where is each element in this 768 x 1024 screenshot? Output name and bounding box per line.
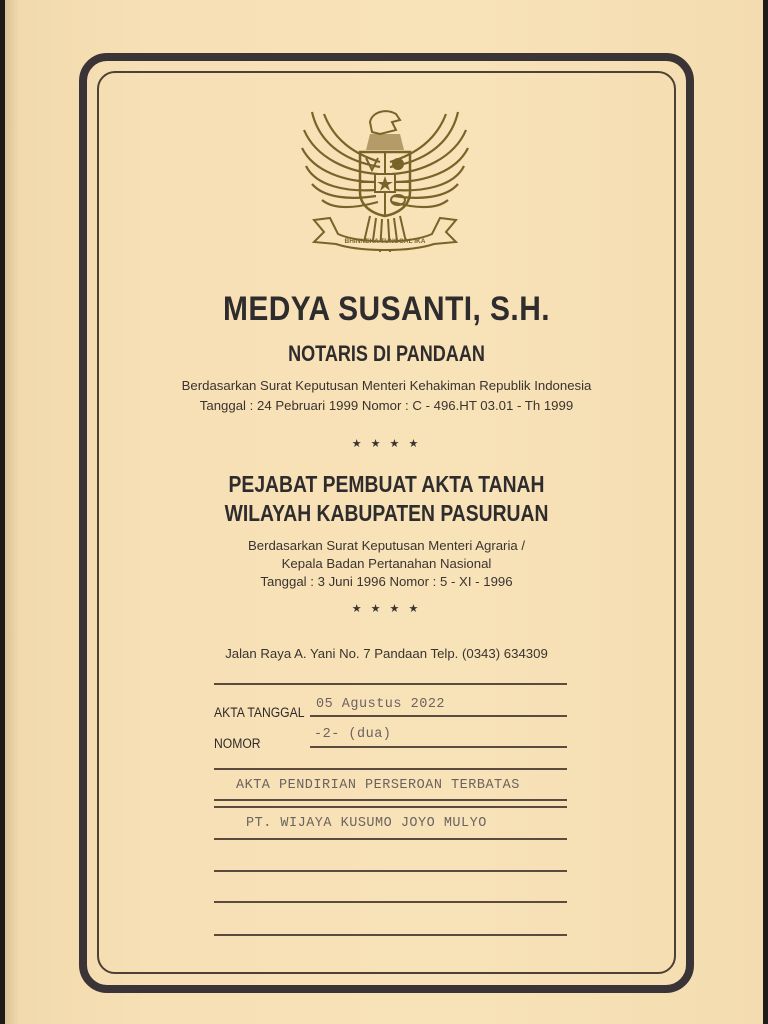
form-rule <box>214 768 567 770</box>
garuda-emblem-icon <box>300 92 470 272</box>
ppat-title-line1: PEJABAT PEMBUAT AKTA TANAH <box>228 471 545 497</box>
scan-edge-right <box>763 0 768 1024</box>
notary-name: MEDYA SUSANTI, S.H. <box>222 290 551 328</box>
office-address: Jalan Raya A. Yani No. 7 Pandaan Telp. (0343) 634309 <box>225 646 548 661</box>
notary-decree-line2: Tanggal : 24 Pebruari 1999 Nomor : C - 496.HT 03.01 - Th 1999 <box>199 398 574 413</box>
notary-decree-line1: Berdasarkan Surat Keputusan Menteri Kehakiman Republik Indonesia <box>181 378 592 393</box>
form-rule <box>310 746 567 748</box>
akta-tanggal-label: AKTA TANGGAL <box>214 705 305 720</box>
form-rule <box>214 934 567 936</box>
star-separator: ★ ★ ★ ★ <box>351 603 422 615</box>
form-rule <box>214 901 567 903</box>
deed-title: AKTA PENDIRIAN PERSEROAN TERBATAS <box>236 778 520 793</box>
scan-shadow <box>5 0 19 1024</box>
nomor-label: NOMOR <box>214 736 261 751</box>
ppat-decree <box>97 537 676 591</box>
ppat-decree-line1: Berdasarkan Surat Keputusan Menteri Agraria / <box>247 538 526 553</box>
form-rule <box>214 806 567 808</box>
form-rule <box>214 799 567 801</box>
ppat-title-line2: WILAYAH KABUPATEN PASURUAN <box>224 500 549 526</box>
ppat-title <box>143 470 629 528</box>
ppat-decree-line2: Kepala Badan Pertanahan Nasional <box>281 556 492 571</box>
form-rule <box>214 683 567 685</box>
star-separator: ★ ★ ★ ★ <box>351 438 422 450</box>
form-rule <box>214 870 567 872</box>
form-rule <box>214 838 567 840</box>
notary-decree <box>97 376 676 416</box>
akta-tanggal-value: 05 Agustus 2022 <box>316 697 446 712</box>
ppat-decree-line3: Tanggal : 3 Juni 1996 Nomor : 5 - XI - 1996 <box>260 574 513 589</box>
notary-title: NOTARIS DI PANDAAN <box>288 341 485 366</box>
company-name: PT. WIJAYA KUSUMO JOYO MULYO <box>246 816 487 831</box>
nomor-value: -2- (dua) <box>314 727 392 742</box>
emblem-motto: BHINNEKA TUNGGAL IKA <box>344 238 426 245</box>
form-rule <box>310 715 567 717</box>
